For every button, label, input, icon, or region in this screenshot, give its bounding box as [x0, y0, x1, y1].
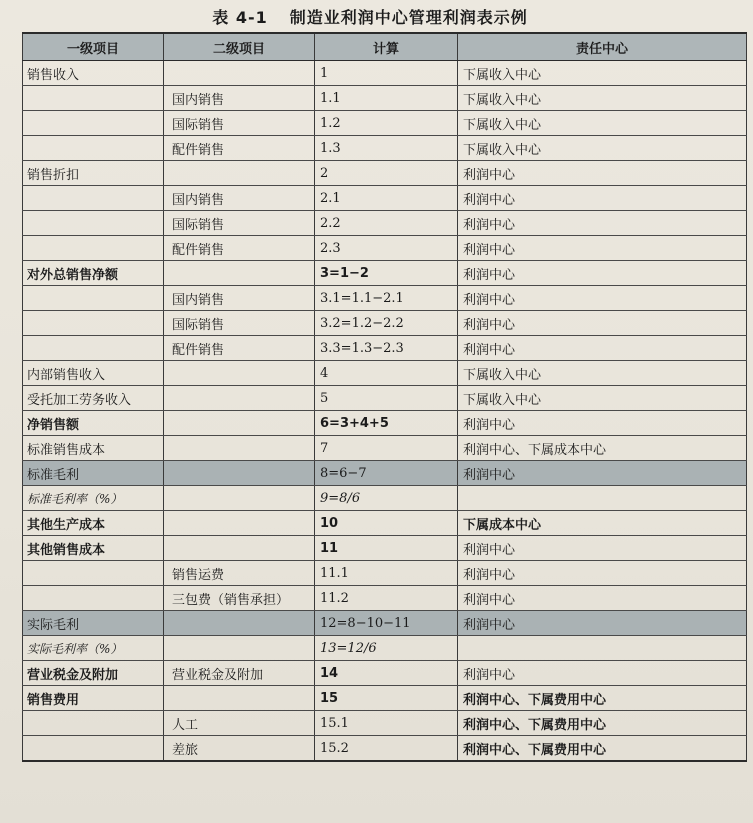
- cell-level2: 配件销售: [164, 336, 315, 361]
- cell-calc: 5: [315, 386, 458, 411]
- table-row: [23, 61, 747, 86]
- cell-calc: 1.2: [315, 111, 458, 136]
- table-row: [23, 336, 747, 361]
- table-row: [23, 611, 747, 636]
- cell-calc: 2.1: [315, 186, 458, 211]
- cell-level2: [164, 636, 315, 661]
- cell-calc: 11.1: [315, 561, 458, 586]
- cell-center: [458, 636, 747, 661]
- cell-center: 下属收入中心: [458, 86, 747, 111]
- cell-level1: 实际毛利率（%）: [23, 636, 164, 661]
- table-row: [23, 136, 747, 161]
- cell-center: 利润中心: [458, 211, 747, 236]
- table-row: [23, 661, 747, 686]
- cell-calc: 11.2: [315, 586, 458, 611]
- cell-center: 利润中心、下属费用中心: [458, 711, 747, 736]
- cell-center: 下属收入中心: [458, 61, 747, 86]
- cell-level1: [23, 111, 164, 136]
- cell-center: 利润中心: [458, 236, 747, 261]
- cell-calc: 1: [315, 61, 458, 86]
- cell-level1: 实际毛利: [23, 611, 164, 636]
- cell-level1: [23, 286, 164, 311]
- cell-level1: 其他生产成本: [23, 511, 164, 536]
- cell-calc: 15.1: [315, 711, 458, 736]
- table-number: 表 4-1: [212, 8, 268, 27]
- cell-level2: [164, 411, 315, 436]
- cell-center: 利润中心: [458, 336, 747, 361]
- cell-level2: [164, 161, 315, 186]
- table-caption: [0, 5, 740, 28]
- cell-level1: 标准毛利率（%）: [23, 486, 164, 511]
- table-row: [23, 361, 747, 386]
- cell-calc: 14: [315, 661, 458, 686]
- cell-level1: [23, 86, 164, 111]
- cell-calc: 11: [315, 536, 458, 561]
- cell-level1: 标准销售成本: [23, 436, 164, 461]
- cell-center: 利润中心: [458, 261, 747, 286]
- cell-level1: 销售收入: [23, 61, 164, 86]
- cell-center: 利润中心: [458, 611, 747, 636]
- cell-calc: 9=8/6: [315, 486, 458, 511]
- table-row: [23, 436, 747, 461]
- table-row: [23, 411, 747, 436]
- cell-level1: 营业税金及附加: [23, 661, 164, 686]
- cell-center: 利润中心、下属成本中心: [458, 436, 747, 461]
- table-row: [23, 311, 747, 336]
- cell-level2: 国际销售: [164, 111, 315, 136]
- cell-level2: 营业税金及附加: [164, 661, 315, 686]
- cell-calc: 2: [315, 161, 458, 186]
- cell-center: 利润中心: [458, 461, 747, 486]
- cell-level2: 差旅: [164, 736, 315, 762]
- cell-level2: [164, 361, 315, 386]
- cell-center: 利润中心: [458, 161, 747, 186]
- table-row: [23, 161, 747, 186]
- cell-center: 利润中心: [458, 561, 747, 586]
- table-row: [23, 561, 747, 586]
- cell-calc: 3.1=1.1−2.1: [315, 286, 458, 311]
- cell-center: 利润中心: [458, 536, 747, 561]
- table-row: [23, 636, 747, 661]
- cell-level2: [164, 536, 315, 561]
- cell-calc: 3=1−2: [315, 261, 458, 286]
- cell-level2: [164, 461, 315, 486]
- cell-level2: [164, 486, 315, 511]
- cell-calc: 3.2=1.2−2.2: [315, 311, 458, 336]
- cell-center: 下属收入中心: [458, 136, 747, 161]
- table-row: [23, 111, 747, 136]
- cell-center: 利润中心: [458, 311, 747, 336]
- table-row: [23, 386, 747, 411]
- cell-calc: 15.2: [315, 736, 458, 762]
- cell-level2: 国内销售: [164, 286, 315, 311]
- cell-level2: [164, 261, 315, 286]
- cell-calc: 3.3=1.3−2.3: [315, 336, 458, 361]
- table-row: [23, 261, 747, 286]
- cell-center: 利润中心: [458, 186, 747, 211]
- cell-center: 下属收入中心: [458, 361, 747, 386]
- header-level2: 二级项目: [164, 33, 315, 61]
- cell-level2: 配件销售: [164, 236, 315, 261]
- table-row: [23, 461, 747, 486]
- cell-center: 利润中心: [458, 586, 747, 611]
- cell-calc: 2.3: [315, 236, 458, 261]
- cell-center: 利润中心: [458, 411, 747, 436]
- cell-level1: [23, 586, 164, 611]
- cell-level2: 国内销售: [164, 86, 315, 111]
- cell-level1: [23, 711, 164, 736]
- cell-center: 利润中心、下属费用中心: [458, 686, 747, 711]
- cell-calc: 1.1: [315, 86, 458, 111]
- header-level1: 一级项目: [23, 33, 164, 61]
- cell-level1: [23, 561, 164, 586]
- cell-center: 利润中心: [458, 661, 747, 686]
- cell-level1: 销售折扣: [23, 161, 164, 186]
- cell-level2: 国际销售: [164, 311, 315, 336]
- cell-calc: 12=8−10−11: [315, 611, 458, 636]
- table-row: [23, 86, 747, 111]
- cell-level2: [164, 511, 315, 536]
- cell-calc: 13=12/6: [315, 636, 458, 661]
- cell-level2: [164, 611, 315, 636]
- cell-level2: 国际销售: [164, 211, 315, 236]
- cell-center: 利润中心: [458, 286, 747, 311]
- cell-center: [458, 486, 747, 511]
- table-row: [23, 586, 747, 611]
- table-title: 制造业利润中心管理利润表示例: [289, 8, 528, 27]
- cell-calc: 10: [315, 511, 458, 536]
- cell-level1: 受托加工劳务收入: [23, 386, 164, 411]
- cell-level1: 净销售额: [23, 411, 164, 436]
- header-row: [23, 33, 747, 61]
- cell-center: 下属收入中心: [458, 386, 747, 411]
- cell-center: 下属成本中心: [458, 511, 747, 536]
- cell-level2: [164, 436, 315, 461]
- cell-level2: 人工: [164, 711, 315, 736]
- cell-center: 下属收入中心: [458, 111, 747, 136]
- cell-center: 利润中心、下属费用中心: [458, 736, 747, 762]
- cell-level2: 配件销售: [164, 136, 315, 161]
- cell-level1: [23, 311, 164, 336]
- table-row: [23, 186, 747, 211]
- profit-statement-table: [22, 32, 747, 762]
- cell-level1: 对外总销售净额: [23, 261, 164, 286]
- cell-level1: 销售费用: [23, 686, 164, 711]
- table-row: [23, 211, 747, 236]
- cell-level1: [23, 136, 164, 161]
- cell-level1: [23, 211, 164, 236]
- header-calc: 计算: [315, 33, 458, 61]
- cell-calc: 1.3: [315, 136, 458, 161]
- table-row: [23, 486, 747, 511]
- cell-calc: 15: [315, 686, 458, 711]
- cell-calc: 6=3+4+5: [315, 411, 458, 436]
- table-row: [23, 736, 747, 762]
- cell-level1: 标准毛利: [23, 461, 164, 486]
- cell-level2: [164, 686, 315, 711]
- table-row: [23, 686, 747, 711]
- cell-calc: 4: [315, 361, 458, 386]
- cell-level1: 内部销售收入: [23, 361, 164, 386]
- cell-level2: 国内销售: [164, 186, 315, 211]
- table-body: [23, 61, 747, 762]
- cell-level1: 其他销售成本: [23, 536, 164, 561]
- cell-level1: [23, 186, 164, 211]
- cell-calc: 8=6−7: [315, 461, 458, 486]
- table-row: [23, 286, 747, 311]
- table-row: [23, 711, 747, 736]
- cell-level2: [164, 61, 315, 86]
- cell-calc: 7: [315, 436, 458, 461]
- cell-level2: 销售运费: [164, 561, 315, 586]
- cell-level1: [23, 736, 164, 762]
- cell-level2: 三包费（销售承担）: [164, 586, 315, 611]
- table-row: [23, 536, 747, 561]
- table-row: [23, 236, 747, 261]
- cell-level2: [164, 386, 315, 411]
- cell-level1: [23, 236, 164, 261]
- cell-level1: [23, 336, 164, 361]
- header-center: 责任中心: [458, 33, 747, 61]
- cell-calc: 2.2: [315, 211, 458, 236]
- table-row: [23, 511, 747, 536]
